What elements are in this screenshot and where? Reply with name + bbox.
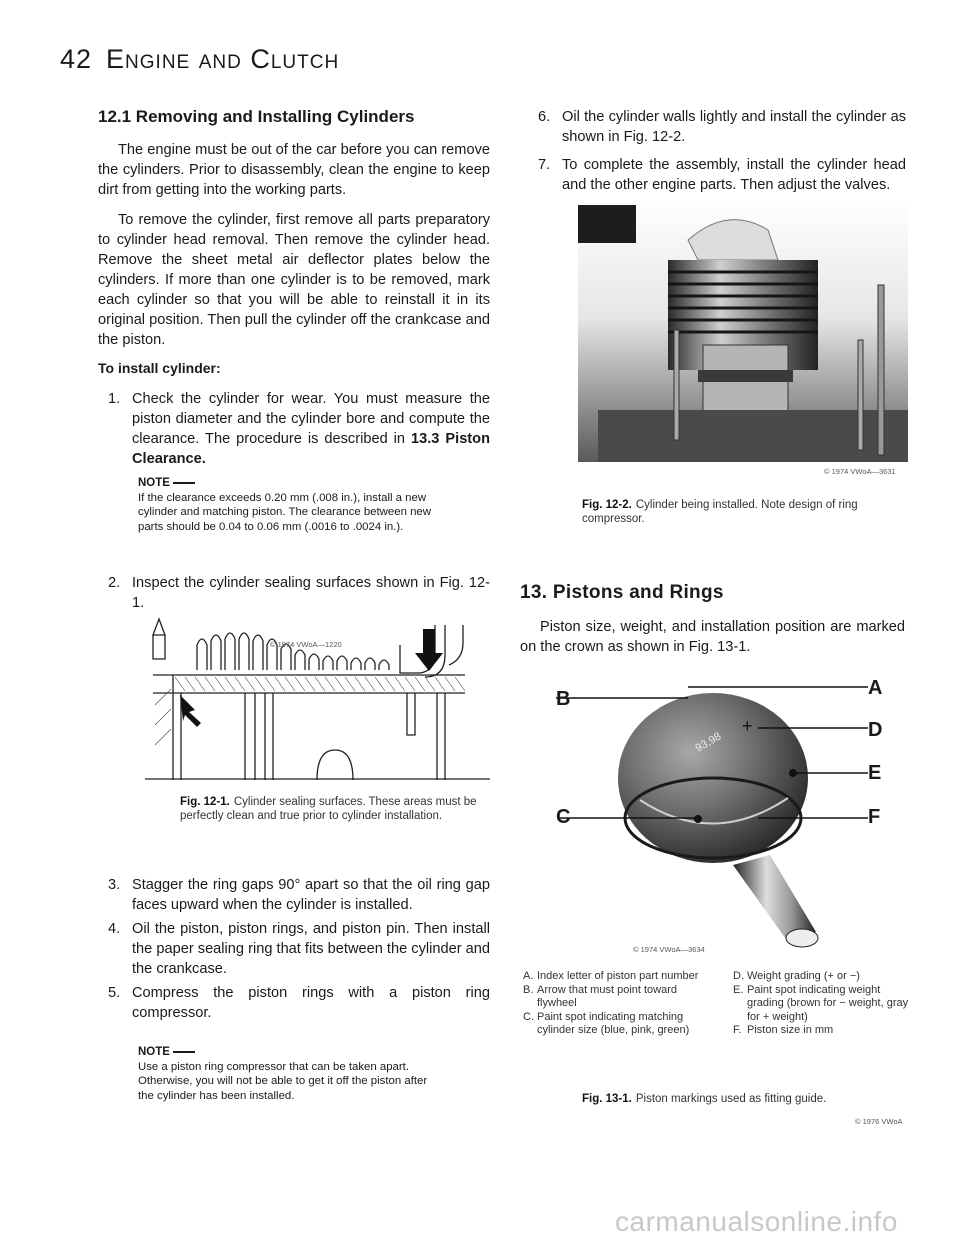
section-title-12-1: 12.1 Removing and Installing Cylinders xyxy=(98,107,415,126)
watermark: carmanualsonline.info xyxy=(615,1206,898,1237)
fig-13-1-legend-right: D. Weight grading (+ or −) E. Paint spot indicating weight grading (brown for − weight, gray for + weight) F. Piston size in mm xyxy=(733,970,909,1036)
note-clearance: NOTE If the clearance exceeds 0.20 mm (.008 in.), install a new cylinder and matching piston. The clearance between new parts should be 0.04 to 0.06 mm (.0016 to .0024 in.). xyxy=(138,476,456,534)
fig-13-1-credit: © 1974 VWoA—3634 xyxy=(633,945,705,954)
steps-list-b xyxy=(108,573,490,613)
callout-e: E xyxy=(868,762,882,784)
fig-13-1-caption: Fig. 13-1. Piston markings used as fitting guide. xyxy=(582,1093,827,1105)
install-heading: To install cylinder: xyxy=(98,360,221,376)
fig-12-1-caption: Fig. 12-1. Cylinder sealing surfaces. These areas must be perfectly clean and true prior to cylinder installation. xyxy=(180,796,477,822)
fig-12-1-cylinder-diagram xyxy=(145,615,490,780)
fig-12-2-caption: Fig. 12-2. Cylinder being installed. Note design of ring compressor. xyxy=(582,499,858,525)
step-7: 7. To complete the assembly, install the cylinder head and the other engine parts. Then adjust the valves. xyxy=(538,157,906,193)
callout-a: A xyxy=(868,677,883,699)
steps-list-a xyxy=(108,389,490,469)
page-number: 42 xyxy=(60,44,93,74)
page-credit: © 1976 VWoA xyxy=(855,1117,903,1126)
callout-f: F xyxy=(868,806,881,828)
svg-text:+: + xyxy=(742,716,753,736)
callout-d: D xyxy=(868,719,883,741)
step-4: 4. Oil the piston, piston rings, and piston pin. Then install the paper sealing ring that fits between the cylinder and the crankcase. xyxy=(108,921,490,977)
intro-paragraph: The engine must be out of the car before you can remove the cylinders. Prior to disassembly, clean the engine to keep dirt from getting into the working parts. xyxy=(98,142,490,198)
fig-12-1-credit: © 1974 VWoA—1220 xyxy=(270,640,342,649)
step-1-ref: 13.3 Piston Clearance. xyxy=(132,431,490,467)
pistons-paragraph: Piston size, weight, and installation position are marked on the crown as shown in Fig. 13-1. xyxy=(520,619,905,655)
fig-13-1-legend-left: A. Index letter of piston part number B. Arrow that must point toward flywheel C. Paint spot indicating matching cylinder size (blue, pink, green) xyxy=(523,970,699,1036)
steps-list-d xyxy=(538,107,906,195)
fig-12-2-cylinder-install-photo xyxy=(578,200,908,480)
step-1: 1. Check the cylinder for wear. You must measure the piston diameter and the cylinder bore and compute the clearance. The procedure is described in 13.3 Piston Clearance. xyxy=(108,391,490,467)
fig-13-1-piston-diagram xyxy=(548,670,888,965)
step-3: 3. Stagger the ring gaps 90° apart so that the oil ring gap faces upward when the cylinder is installed. xyxy=(108,877,490,913)
callout-c: C xyxy=(556,806,571,828)
step-2: 2. Inspect the cylinder sealing surfaces shown in Fig. 12-1. xyxy=(108,575,490,611)
step-6: 6. Oil the cylinder walls lightly and install the cylinder as shown in Fig. 12-2. xyxy=(538,109,906,145)
page-header-title: Engine and Clutch xyxy=(106,44,340,74)
callout-b: B xyxy=(556,688,571,710)
step-5: 5. Compress the piston rings with a piston ring compressor. xyxy=(108,985,490,1021)
crown-size-marking: 93,98 xyxy=(693,730,724,755)
fig-12-2-credit: © 1974 VWoA—3631 xyxy=(824,467,896,476)
removal-paragraph: To remove the cylinder, first remove all parts preparatory to cylinder head removal. Then remove the cylinder head. Remove the sheet metal air deflector plates below the cylinders. If more than one cylinder is to be removed, mark each cylinder so that you will be able to reinstall it in its original position. Then pull the cylinder off the crankcase and the piston. xyxy=(98,212,490,348)
section-title-13: 13. Pistons and Rings xyxy=(520,582,724,603)
steps-list-c xyxy=(108,875,490,1023)
page-header xyxy=(60,44,339,75)
note-ring-compressor: NOTE Use a piston ring compressor that can be taken apart. Otherwise, you will not be able to get it off the piston after the cylinder has been installed. xyxy=(138,1045,438,1103)
